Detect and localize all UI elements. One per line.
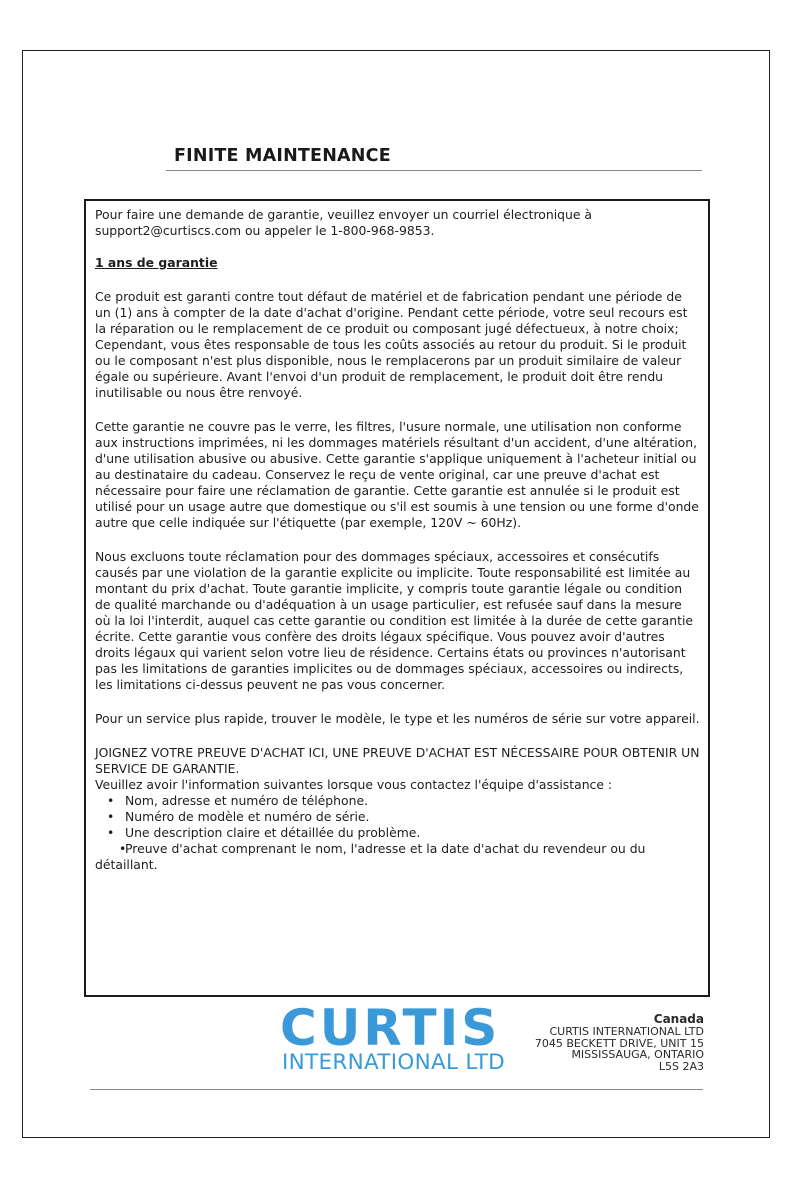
title-divider [166,170,702,171]
warranty-paragraph-limitations: Nous excluons toute réclamation pour des dommages spéciaux, accessoires et consécutifs causés par une violation de la garantie explicite ou implicite. Toute responsabilité est limitée au montant du prix d'achat. Toute garantie implicite, y compris toute garantie légale ou condition de qualité marchande ou d'adéquation à un usage particulier, est refusée sauf dans la mesure où la loi l'interdit, auquel cas cette garantie ou condition est limitée à la durée de cette garantie écrite. Cette garantie vous confère des droits légaux spécifique. Vous pouvez avoir d'autres droits légaux qui varient selon votre lieu de résidence. Certains états ou provinces n'autorisant pas les limitations de garanties implicites ou de dommages spéciaux, accessoires ou indirects, les limitations ci-dessus peuvent ne pas vous concerner. [95,549,694,692]
warranty-intro: Pour faire une demande de garantie, veuillez envoyer un courriel électronique à support2@curtiscs.com ou appeler le 1-800-968-9853. [95,207,593,238]
page-title: FINITE MAINTENANCE [174,146,391,166]
list-item [95,809,700,825]
company-address [535,1013,704,1072]
address-postal: L5S 2A3 [658,1059,704,1073]
list-item-text: Numéro de modèle et numéro de série. [125,809,370,824]
curtis-logo [280,999,540,1083]
logo-wordmark: CURTIS [280,999,501,1057]
bullet-icon: • [119,841,127,856]
contact-prompt: Veuillez avoir l'information suivantes lorsque vous contactez l'équipe d'assistance : [95,777,613,792]
warranty-paragraph-exclusions: Cette garantie ne couvre pas le verre, les filtres, l'usure normale, une utilisation non conforme aux instructions imprimées, ni les dommages matériels résultant d'un accident, d'une altération, d'une utilisation abusive ou abusive. Cette garantie s'applique uniquement à l'acheteur initial ou au destinataire du cadeau. Conservez le reçu de vente original, car une preuve d'achat est nécessaire pour faire une réclamation de garantie. Cette garantie est annulée si le produit est utilisé pour un usage autre que domestique ou s'il est soumis à une tension ou une forme d'onde autre que celle indiquée sur l'étiquette (par exemple, 120V ~ 60Hz). [95,419,699,530]
list-item-text: Nom, adresse et numéro de téléphone. [125,793,369,808]
list-item [95,841,700,873]
warranty-heading: 1 ans de garantie [95,255,218,270]
list-item-text: Une description claire et détaillée du problème. [125,825,421,840]
proof-of-purchase-notice: JOIGNEZ VOTRE PREUVE D'ACHAT ICI, UNE PREUVE D'ACHAT EST NÉCESSAIRE POUR OBTENIR UN SERVICE DE GARANTIE. [95,745,700,776]
list-item [95,793,700,809]
bullet-icon: • [107,809,115,824]
address-city: MISSISSAUGA, ONTARIO [571,1048,704,1061]
list-item [95,825,700,841]
address-street: 7045 BECKETT DRIVE, UNIT 15 [534,1036,704,1050]
required-info-list [95,793,700,873]
bullet-icon: • [107,825,115,840]
list-item-text: Preuve d'achat comprenant le nom, l'adresse et la date d'achat du revendeur ou du détaillant. [95,841,646,872]
address-country: Canada [653,1012,704,1026]
bullet-icon: • [107,793,115,808]
footer-divider [90,1089,703,1090]
warranty-box [84,199,710,997]
warranty-paragraph-coverage: Ce produit est garanti contre tout défaut de matériel et de fabrication pendant une période de un (1) ans à compter de la date d'achat d'origine. Pendant cette période, votre seul recours est la réparation ou le remplacement de ce produit ou composant jugé défectueux, à notre choix; Cependant, vous êtes responsable de tous les coûts associés au retour du produit. Si le produit ou le composant n'est plus disponible, nous le remplacerons par un produit similaire de valeur égale ou supérieure. Avant l'envoi d'un produit de remplacement, le produit doit être rendu inutilisable ou nous être renvoyé. [95,289,688,400]
logo-subtitle: INTERNATIONAL LTD [282,1050,506,1075]
address-company: CURTIS INTERNATIONAL LTD [549,1025,704,1038]
warranty-paragraph-service: Pour un service plus rapide, trouver le modèle, le type et les numéros de série sur votre appareil. [95,711,700,726]
